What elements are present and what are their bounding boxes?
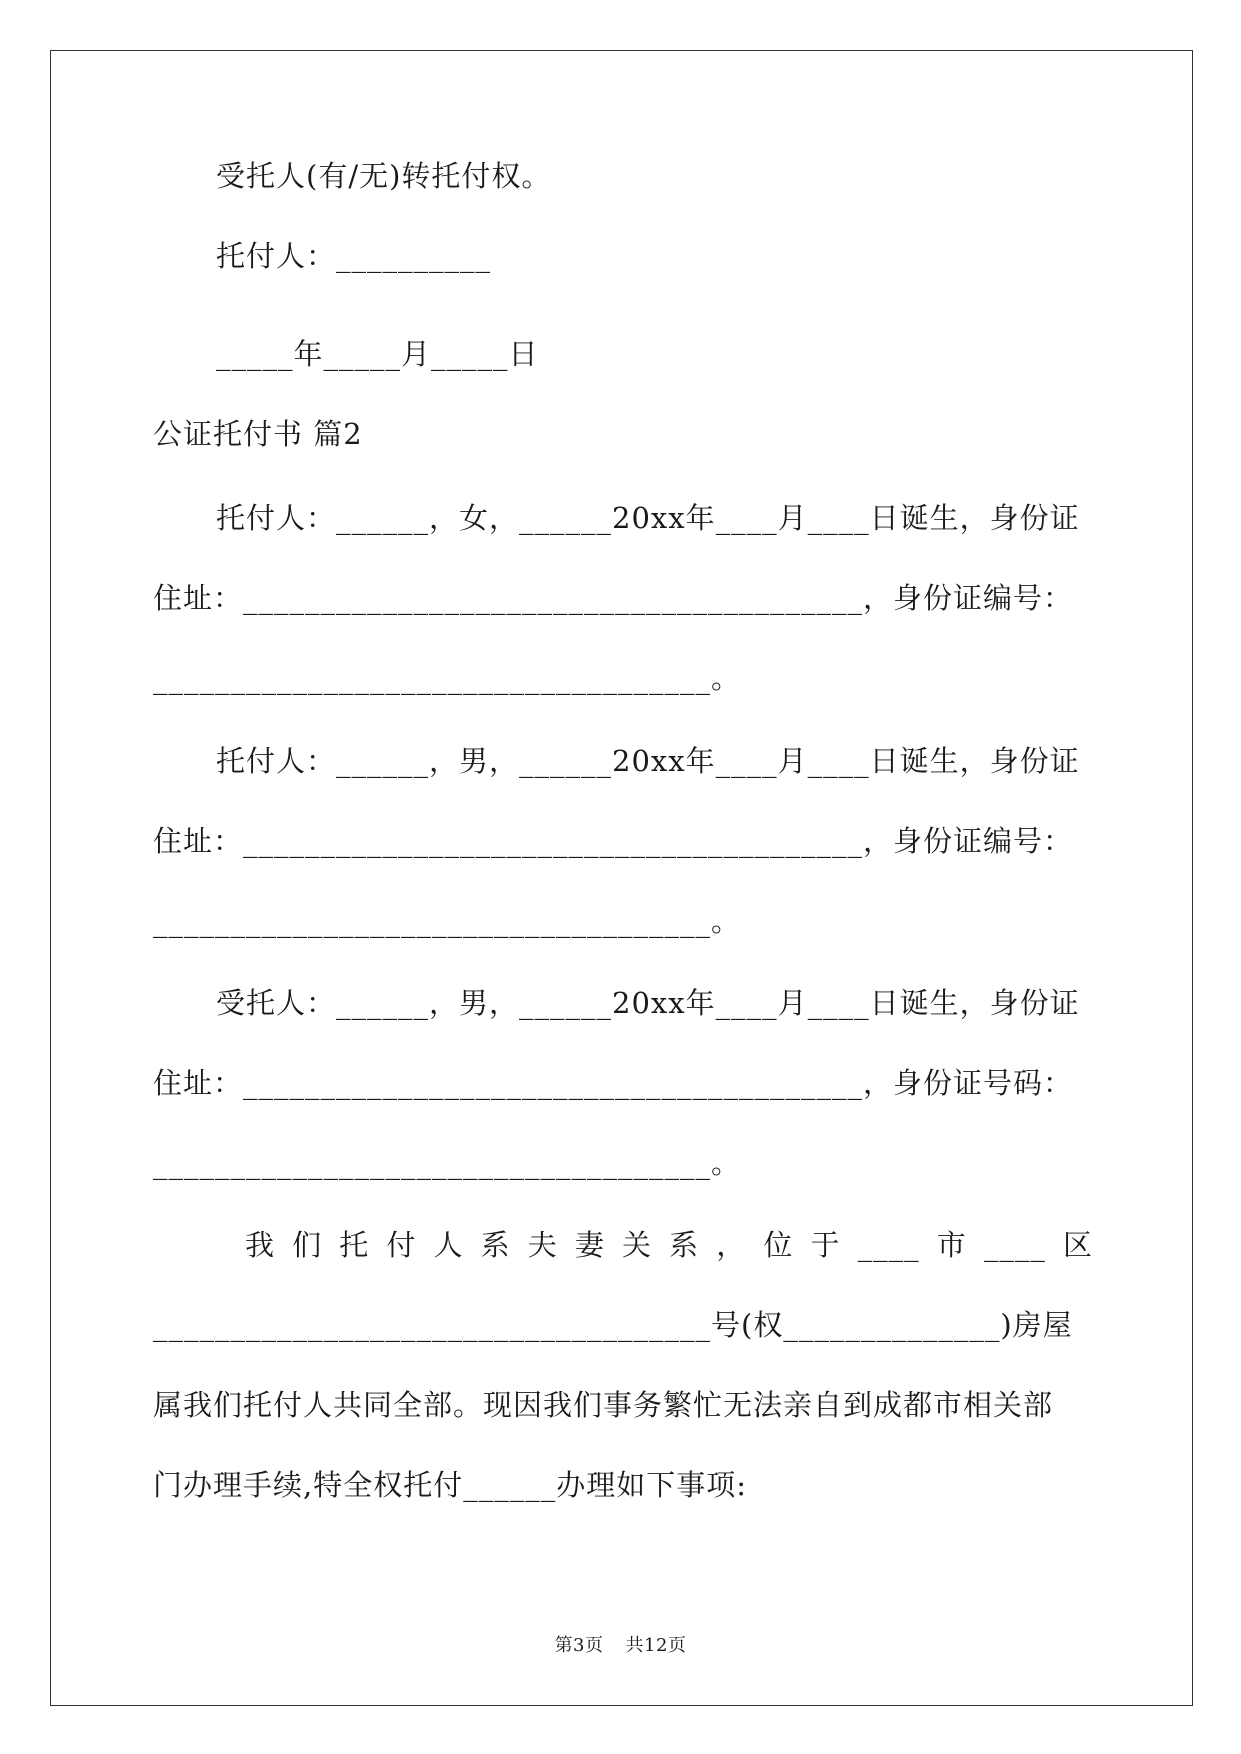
text-segment: 夫 xyxy=(527,1228,558,1262)
text-line: 托付人：__________ xyxy=(216,239,492,273)
text-line: 受托人：______，男，______20xx年____月____日诞生，身份证 xyxy=(216,986,1080,1020)
text-segment: 关 xyxy=(622,1228,653,1262)
text-line: ____________________________________号(权______________)房屋 xyxy=(153,1308,1073,1342)
text-line: _____年_____月_____日 xyxy=(216,337,539,371)
page-number: 第3页 xyxy=(554,1635,604,1656)
text-line: 住址：________________________________________，身份证编号： xyxy=(153,581,1074,615)
text-segment: 区 xyxy=(1062,1228,1093,1262)
text-segment: 位 xyxy=(763,1228,794,1262)
page-border xyxy=(50,50,1193,1706)
text-segment: 妻 xyxy=(574,1228,605,1262)
text-segment: 人 xyxy=(433,1228,464,1262)
text-segment: 付 xyxy=(386,1228,417,1262)
text-line: 受托人(有/无)转托付权。 xyxy=(216,159,552,193)
text-line: ____________________________________。 xyxy=(153,1146,742,1180)
section-heading: 公证托付书 篇2 xyxy=(153,417,363,451)
text-line: 属我们托付人共同全部。现因我们事务繁忙无法亲自到成都市相关部 xyxy=(153,1388,1054,1422)
text-segment: 系 xyxy=(480,1228,511,1262)
page-footer xyxy=(0,1634,1241,1658)
text-segment: 市 xyxy=(936,1228,967,1262)
text-line: 住址：________________________________________，身份证号码： xyxy=(153,1066,1074,1100)
justified-text-line xyxy=(245,1225,1093,1265)
text-segment: ____ xyxy=(983,1228,1046,1262)
text-line: ____________________________________。 xyxy=(153,904,742,938)
text-segment: 系 xyxy=(669,1228,700,1262)
text-segment: 们 xyxy=(292,1228,323,1262)
page-total: 共12页 xyxy=(625,1635,687,1656)
text-segment: ， xyxy=(716,1228,747,1262)
text-segment: 托 xyxy=(339,1228,370,1262)
text-line: 托付人：______，女，______20xx年____月____日诞生，身份证 xyxy=(216,501,1080,535)
text-line: 托付人：______，男，______20xx年____月____日诞生，身份证 xyxy=(216,744,1080,778)
text-segment: 于 xyxy=(810,1228,841,1262)
text-line: ____________________________________。 xyxy=(153,661,742,695)
text-line: 门办理手续,特全权托付______办理如下事项: xyxy=(153,1468,747,1502)
text-line: 住址：________________________________________，身份证编号： xyxy=(153,824,1074,858)
text-segment: ____ xyxy=(857,1228,920,1262)
text-segment: 我 xyxy=(245,1228,276,1262)
